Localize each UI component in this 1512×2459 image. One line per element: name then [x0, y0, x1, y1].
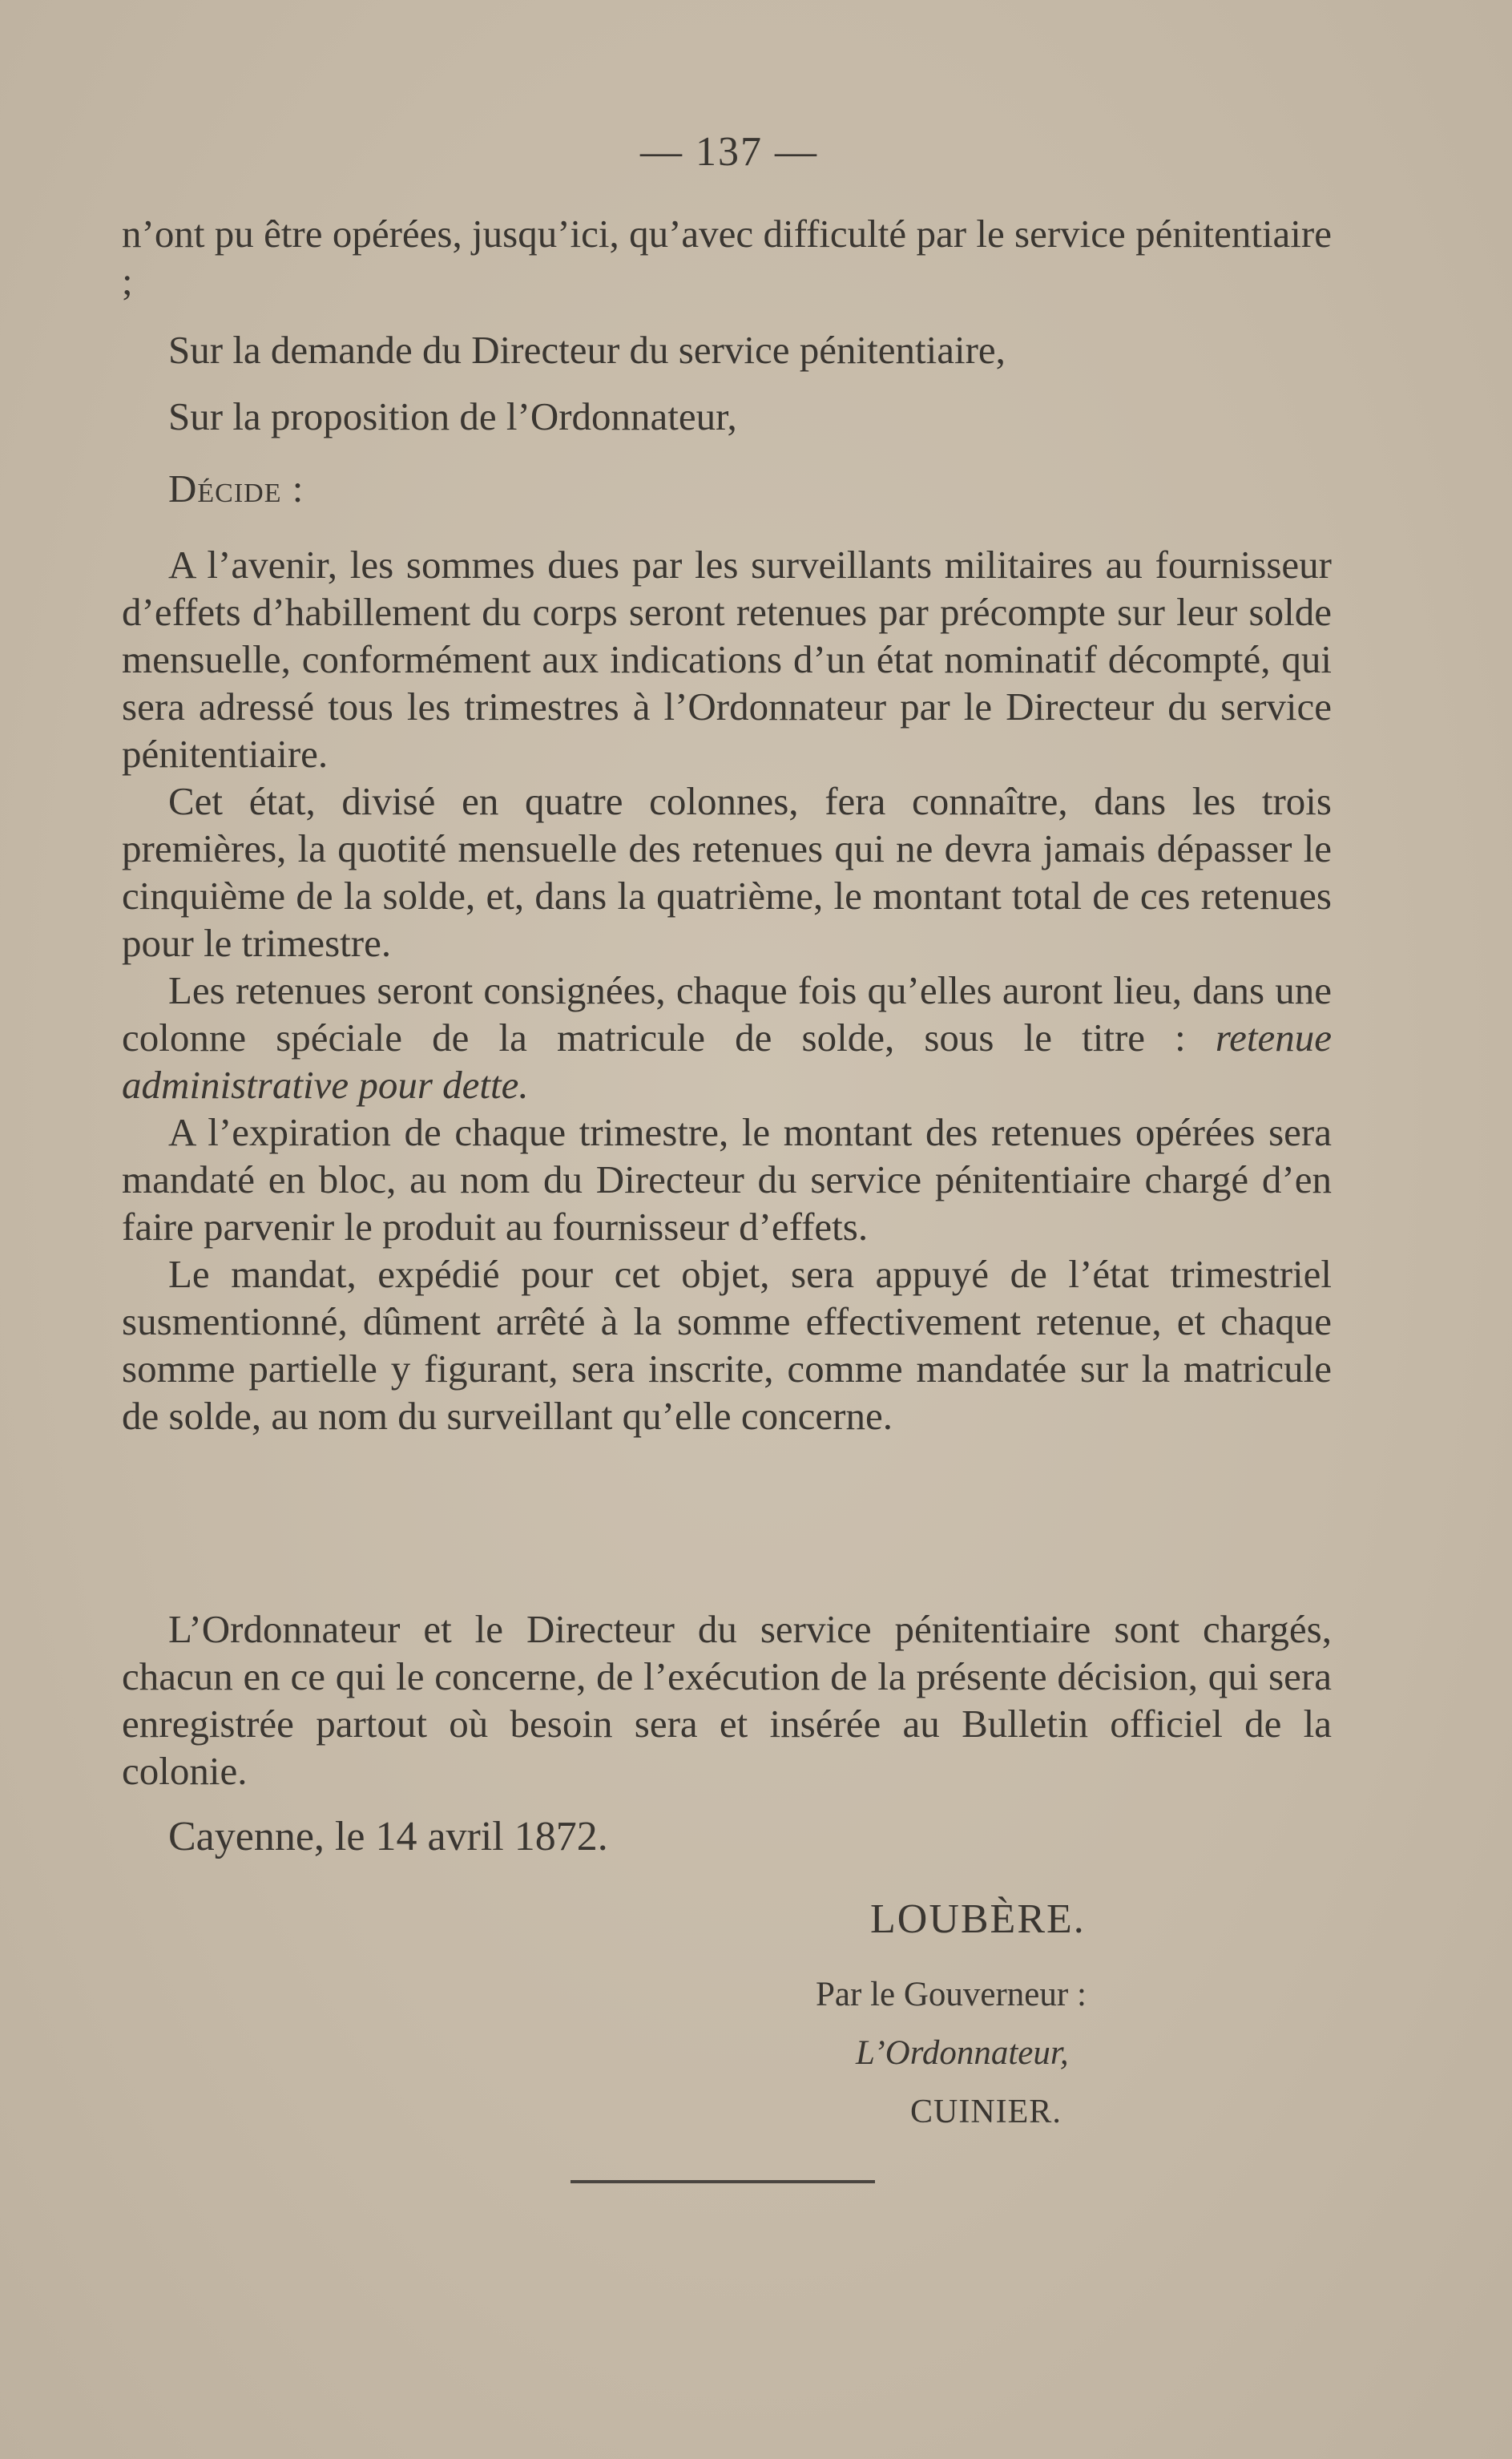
paragraph-proposition: Sur la proposition de l’Ordonnateur, [168, 394, 737, 438]
paragraph-retenues-text: Les retenues seront consignées, chaque fois qu’elles auront lieu, dans une colonne spéciale de la matricule de solde, sous le titre : [122, 968, 1332, 1060]
body-text-main [122, 541, 1332, 1439]
end-rule [571, 2180, 875, 2183]
dateline: Cayenne, le 14 avril 1872. [168, 1814, 608, 1859]
paragraph-mandat: Le mandat, expédié pour cet objet, sera appuyé de l’état trimestriel susmentionné, dûment arrêté à la somme effectivement retenue, et chaque somme partielle y figurant, sera inscrite, comme mandatée sur la matricule de solde, au nom du surveillant qu’elle concerne. [122, 1252, 1332, 1438]
paragraph-intro: n’ont pu être opérées, jusqu’ici, qu’avec difficulté par le service pénitentiaire ; [122, 212, 1332, 303]
body-text-decide [122, 465, 1332, 512]
decide-heading: Décide : [168, 466, 304, 511]
page-number: — 137 — [640, 129, 818, 175]
paragraph-ordonnateur: L’Ordonnateur et le Directeur du service pénitentiaire sont chargés, chacun en ce qui le concerne, de l’exécution de la présente décision, qui sera enregistrée partout où besoin sera et insérée au Bulletin officiel de la colonie. [122, 1607, 1332, 1793]
body-text-top [122, 210, 1332, 305]
paragraph-avenir: A l’avenir, les sommes dues par les surveillants militaires au fournisseur d’effets d’habillement du corps seront retenues par précompte sur leur solde mensuelle, conformément aux indications d’un état nominatif décompté, qui sera adressé tous les trimestres à l’Ordonnateur par le Directeur du service pénitentiaire. [122, 543, 1332, 776]
signature-role: L’Ordonnateur, [856, 2034, 1069, 2072]
body-text-closing [122, 1605, 1332, 1795]
body-text-demande [122, 326, 1332, 373]
paragraph-demande: Sur la demande du Directeur du service pénitentiaire, [168, 328, 1006, 372]
paragraph-retenues [122, 967, 1332, 1108]
signature-countersign: CUINIER. [910, 2094, 1062, 2130]
paragraph-expiration: A l’expiration de chaque trimestre, le montant des retenues opérées sera mandaté en bloc, au nom du Directeur du service pénitentiaire chargé d’en faire parvenir le produit au fournisseur d’effets. [122, 1110, 1332, 1249]
signature-name: LOUBÈRE. [870, 1896, 1086, 1942]
paragraph-etat: Cet état, divisé en quatre colonnes, fera connaître, dans les trois premières, la quotité mensuelle des retenues qui ne devra jamais dépasser le cinquième de la solde, et, dans la quatrième, le montant total de ces retenues pour le trimestre. [122, 779, 1332, 965]
signature-by: Par le Gouverneur : [816, 1976, 1087, 2013]
retenue-title-italic: retenue administrative pour dette. [122, 1015, 1333, 1107]
body-text-proposition [122, 393, 1332, 440]
